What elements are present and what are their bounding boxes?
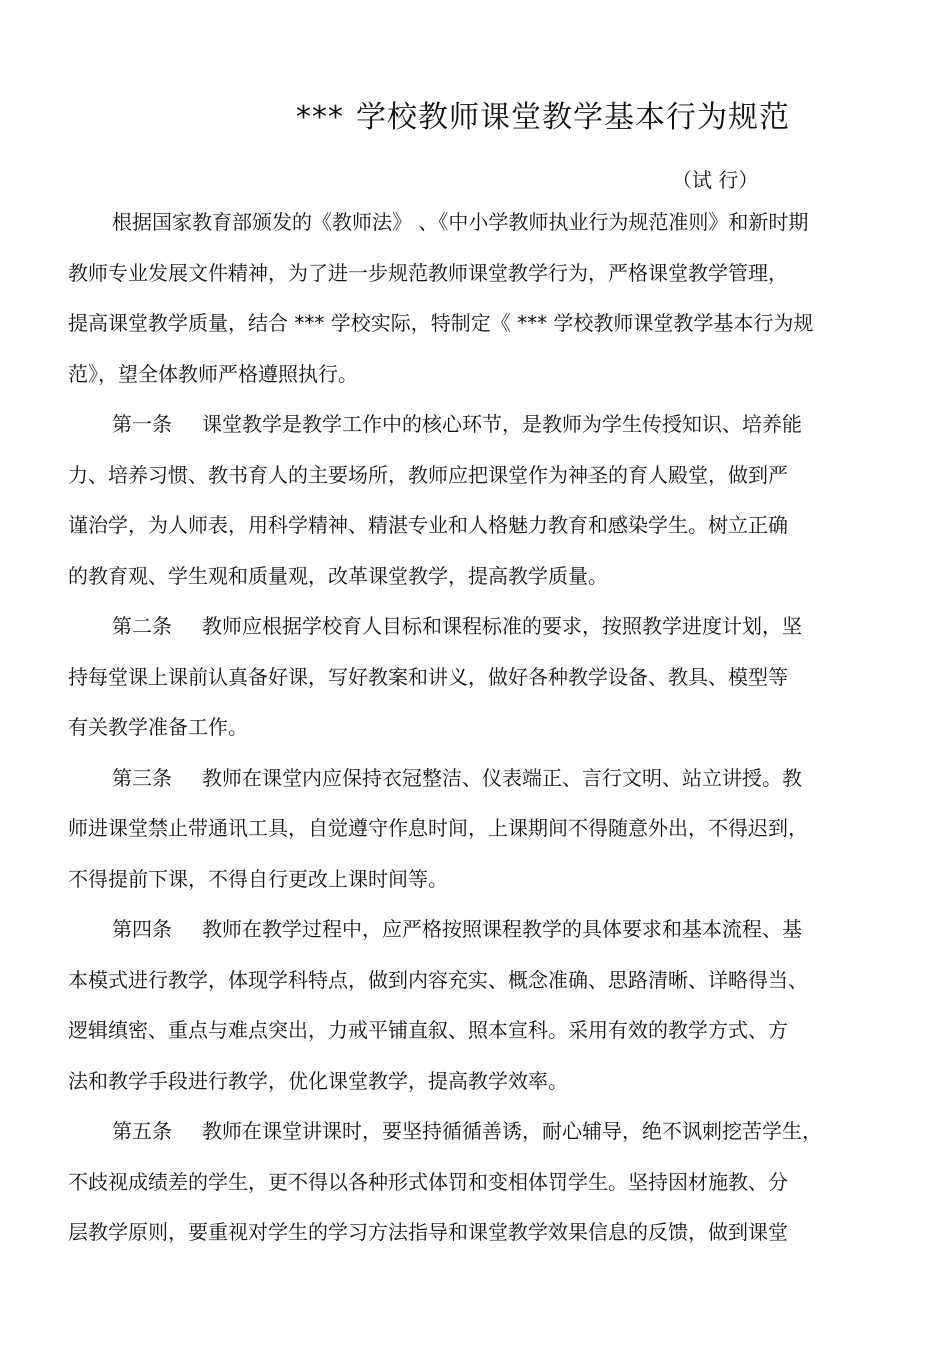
article-3-paragraph — [68, 766, 868, 891]
paragraph-line: 不得提前下课，不得自行更改上课时间等。 — [68, 866, 448, 891]
paragraph-line: 有关教学准备工作。 — [68, 715, 248, 739]
article-number: 第三条 — [112, 765, 172, 790]
article-text: 教师在教学过程中，应严格按照课程教学的具体要求和基本流程、基 — [202, 917, 802, 941]
paragraph-line: 持每堂课上课前认真备好课，写好教案和讲义，做好各种教学设备、教具、模型等 — [68, 664, 788, 689]
paragraph-line: 提高课堂教学质量，结合 *** 学校实际，特制定《 *** 学校教师课堂教学基本行为规 — [68, 311, 814, 335]
document-body — [68, 210, 868, 1271]
paragraph-line: 不歧视成绩差的学生，更不得以各种形式体罚和变相体罚学生。坚持因材施教、分 — [68, 1169, 788, 1194]
paragraph-line — [68, 412, 868, 436]
article-number: 第一条 — [112, 412, 172, 436]
document-title — [0, 92, 950, 136]
article-text: 课堂教学是教学工作中的核心环节，是教师为学生传授知识、培养能 — [202, 412, 802, 436]
article-4-paragraph — [68, 917, 868, 1093]
title-text: 学校教师课堂教学基本行为规范 — [356, 100, 790, 135]
paragraph-line: 力、培养习惯、教书育人的主要场所，教师应把课堂作为神圣的育人殿堂，做到严 — [68, 462, 788, 487]
paragraph-line — [68, 614, 868, 638]
title-placeholder-stars: *** — [296, 100, 344, 135]
paragraph-line — [68, 1119, 868, 1143]
paragraph-line: 谨治学，为人师表，用科学精神、精湛专业和人格魅力教育和感染学生。树立正确 — [68, 513, 788, 537]
paragraph-line: 教师专业发展文件精神，为了进一步规范教师课堂教学行为，严格课堂教学管理， — [68, 260, 788, 285]
paragraph-line — [68, 917, 868, 941]
article-2-paragraph — [68, 614, 868, 739]
article-text: 教师在课堂内应保持衣冠整洁、仪表端正、言行文明、站立讲授。教 — [202, 765, 802, 790]
article-number: 第二条 — [112, 614, 172, 638]
article-text: 教师应根据学校育人目标和课程标准的要求，按照教学进度计划，坚 — [202, 614, 802, 638]
paragraph-line: 本模式进行教学，体现学科特点，做到内容充实、概念准确、思路清晰、详略得当、 — [68, 967, 808, 992]
article-text: 教师在课堂讲课时，要坚持循循善诱，耐心辅导，绝不讽刺挖苦学生， — [202, 1119, 822, 1143]
paragraph-line: 范》，望全体教师严格遵照执行。 — [68, 361, 358, 386]
preamble-paragraph — [68, 210, 868, 386]
paragraph-line: 的教育观、学生观和质量观，改革课堂教学，提高教学质量。 — [68, 563, 608, 588]
paragraph-line: 根据国家教育部颁发的《教师法》 、《中小学教师执业行为规范准则》和新时期 — [112, 210, 809, 234]
article-1-paragraph — [68, 412, 868, 588]
paragraph-line: 逻辑缜密、重点与难点突出，力戒平铺直叙、照本宣科。采用有效的教学方式、方 — [68, 1018, 788, 1042]
paragraph-line: 层教学原则，要重视对学生的学习方法指导和课堂教学效果信息的反馈，做到课堂 — [68, 1220, 788, 1244]
article-number: 第四条 — [112, 917, 172, 941]
article-5-paragraph — [68, 1119, 868, 1244]
paragraph-line: 师进课堂禁止带通讯工具，自觉遵守作息时间，上课期间不得随意外出，不得迟到， — [68, 816, 808, 840]
article-number: 第五条 — [112, 1119, 172, 1143]
document-subtitle: （试 行） — [672, 168, 759, 192]
paragraph-line: 法和教学手段进行教学，优化课堂教学，提高教学效率。 — [68, 1068, 568, 1093]
paragraph-line — [68, 766, 868, 790]
